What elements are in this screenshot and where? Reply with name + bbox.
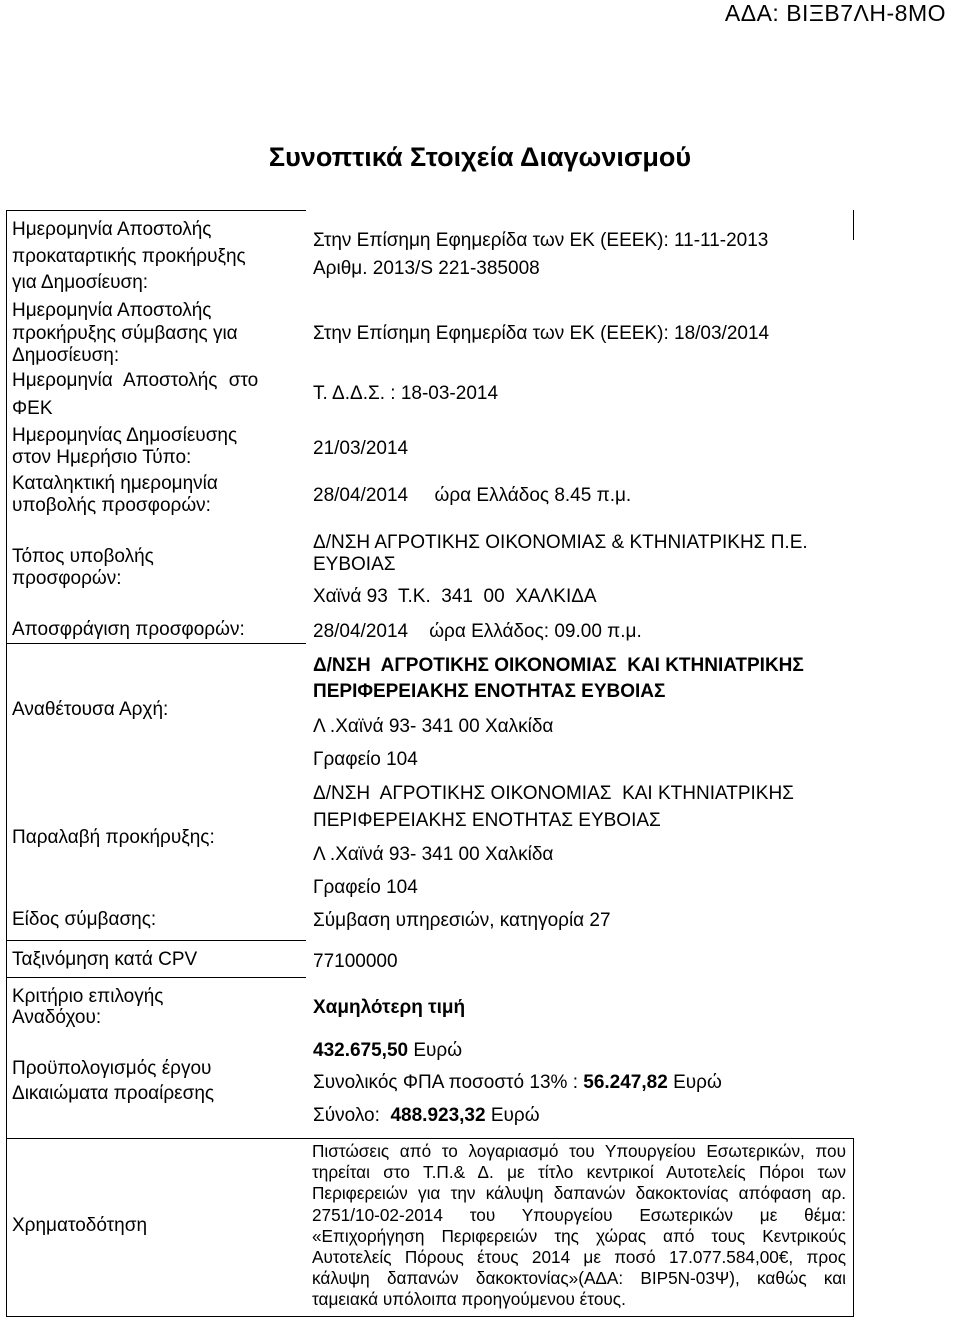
vat-amount-number: 56.247,82 <box>583 1072 668 1093</box>
table-border-left <box>6 210 7 1317</box>
value-daily-press: 21/03/2014 <box>313 438 409 459</box>
value-notice-receipt-line3: Λ .Χαϊνά 93- 341 00 Χαλκίδα <box>313 844 554 865</box>
label-daily-press-line2: στον Ημερήσιο Τύπο: <box>12 447 192 468</box>
value-award-criterion: Χαμηλότερη τιμή <box>313 997 466 1018</box>
label-funding: Χρηματοδότηση <box>12 1215 148 1236</box>
value-prior-notice-line1: Στην Επίσημη Εφημερίδα των ΕΚ (ΕΕΕΚ): 11-11-2013 <box>313 230 769 251</box>
total-amount-number: 488.923,32 <box>390 1105 486 1126</box>
label-fek-line2: ΦΕΚ <box>12 398 53 419</box>
label-deadline-line2: υποβολής προσφορών: <box>12 495 211 516</box>
label-contract-notice-line2: προκήρυξης σύμβασης για <box>12 323 238 344</box>
net-amount-number: 432.675,50 <box>313 1040 409 1061</box>
label-cpv: Ταξινόμηση κατά CPV <box>12 949 198 970</box>
value-total <box>313 1104 540 1127</box>
table-border-right <box>853 1138 854 1317</box>
net-amount-currency: Ευρώ <box>408 1040 463 1061</box>
table-row-divider <box>6 1138 854 1139</box>
label-prior-notice-line1: Ημερομηνία Αποστολής <box>12 219 212 240</box>
ada-code: ΑΔΑ: ΒΙΞΒ7ΛΗ-8ΜΟ <box>724 0 946 26</box>
label-opening: Αποσφράγιση προσφορών: <box>12 619 245 640</box>
value-submission-place-line3: Χαϊνά 93 Τ.Κ. 341 00 ΧΑΛΚΙΔΑ <box>313 586 597 607</box>
value-cpv: 77100000 <box>313 951 398 972</box>
vat-currency: Ευρώ <box>667 1072 722 1093</box>
label-contract-notice-line1: Ημερομηνία Αποστολής <box>12 300 212 321</box>
document-title: Συνοπτικά Στοιχεία Διαγωνισμού <box>268 142 692 172</box>
label-fek-line1: Ημερομηνία Αποστολής στο <box>12 370 259 391</box>
value-notice-receipt-line2: ΠΕΡΙΦΕΡΕΙΑΚΗΣ ΕΝΟΤΗΤΑΣ ΕΥΒΟΙΑΣ <box>313 810 661 831</box>
value-funding: Πιστώσεις από το λογαριασμό του Υπουργείου Εσωτερικών, που τηρείται στο Τ.Π.& Δ. με τίτλο κεντρικοί Αυτοτελείς Πόροι των Περιφερειών για την κάλυψη δαπανών δακοκτονίας απόφαση αρ. 2751/10-02-2014 του Υπουργείου Εσωτερικών με θέμα: «Επιχορήγηση Περιφερειών της χώρας από τους Κεντρικούς Αυτοτελείς Πόρους έτους 2014 με ποσό 17.077.584,00€, προς κάλυψη δαπανών δακοκτονίας»(ΑΔΑ: ΒΙΡ5Ν-03Ψ), καθώς και ταμειακά υπόλοιπα προηγούμενου έτους. <box>312 1141 846 1310</box>
value-contract-type: Σύμβαση υπηρεσιών, κατηγορία 27 <box>313 910 611 931</box>
value-net-amount <box>313 1039 462 1062</box>
label-award-criterion-line1: Κριτήριο επιλογής <box>12 986 164 1007</box>
table-row-divider <box>6 940 306 941</box>
value-contract-notice: Στην Επίσημη Εφημερίδα των ΕΚ (ΕΕΕΚ): 18/03/2014 <box>313 323 770 344</box>
value-authority-line2: ΠΕΡΙΦΕΡΕΙΑΚΗΣ ΕΝΟΤΗΤΑΣ ΕΥΒΟΙΑΣ <box>313 681 666 702</box>
label-submission-place-line1: Τόπος υποβολής <box>12 546 154 567</box>
value-vat <box>313 1071 722 1094</box>
table-border-top <box>6 210 306 211</box>
table-border-bottom <box>6 1316 854 1317</box>
value-notice-receipt-line4: Γραφείο 104 <box>313 877 418 898</box>
label-notice-receipt: Παραλαβή προκήρυξης: <box>12 827 215 848</box>
value-submission-place-line1: Δ/ΝΣΗ ΑΓΡΟΤΙΚΗΣ ΟΙΚΟΝΟΜΙΑΣ & ΚΤΗΝΙΑΤΡΙΚΗΣ Π.Ε. <box>313 532 808 553</box>
total-currency: Ευρώ <box>485 1105 540 1126</box>
label-daily-press-line1: Ημερομηνίας Δημοσίευσης <box>12 425 238 446</box>
label-contract-type: Είδος σύμβασης: <box>12 909 157 930</box>
label-award-criterion-line2: Αναδόχου: <box>12 1007 102 1028</box>
value-authority-line4: Γραφείο 104 <box>313 749 418 770</box>
value-prior-notice-line2: Αριθμ. 2013/S 221-385008 <box>313 258 540 279</box>
value-opening: 28/04/2014 ώρα Ελλάδος: 09.00 π.μ. <box>313 621 642 642</box>
table-row-divider <box>6 977 306 978</box>
label-prior-notice-line3: για Δημοσίευση: <box>12 272 149 293</box>
table-border-right <box>853 210 854 240</box>
vat-label: Συνολικός ΦΠΑ ποσοστό 13% : <box>313 1072 584 1093</box>
label-deadline-line1: Καταληκτική ημερομηνία <box>12 473 218 494</box>
label-prior-notice-line2: προκαταρτικής προκήρυξης <box>12 246 246 267</box>
total-label: Σύνολο: <box>313 1105 391 1126</box>
label-option-rights: Δικαιώματα προαίρεσης <box>12 1083 215 1104</box>
label-submission-place-line2: προσφορών: <box>12 568 122 589</box>
value-fek: Τ. Δ.Δ.Σ. : 18-03-2014 <box>313 383 499 404</box>
label-authority: Αναθέτουσα Αρχή: <box>12 699 169 720</box>
label-contract-notice-line3: Δημοσίευση: <box>12 345 120 366</box>
value-submission-place-line2: ΕΥΒΟΙΑΣ <box>313 554 396 575</box>
value-authority-line3: Λ .Χαϊνά 93- 341 00 Χαλκίδα <box>313 716 554 737</box>
value-authority-line1: Δ/ΝΣΗ ΑΓΡΟΤΙΚΗΣ ΟΙΚΟΝΟΜΙΑΣ ΚΑΙ ΚΤΗΝΙΑΤΡΙΚΗΣ <box>313 655 804 676</box>
value-deadline: 28/04/2014 ώρα Ελλάδος 8.45 π.μ. <box>313 485 632 506</box>
value-notice-receipt-line1: Δ/ΝΣΗ ΑΓΡΟΤΙΚΗΣ ΟΙΚΟΝΟΜΙΑΣ ΚΑΙ ΚΤΗΝΙΑΤΡΙΚΗΣ <box>313 783 794 804</box>
label-budget: Προϋπολογισμός έργου <box>12 1058 212 1079</box>
table-row-divider <box>6 643 306 644</box>
